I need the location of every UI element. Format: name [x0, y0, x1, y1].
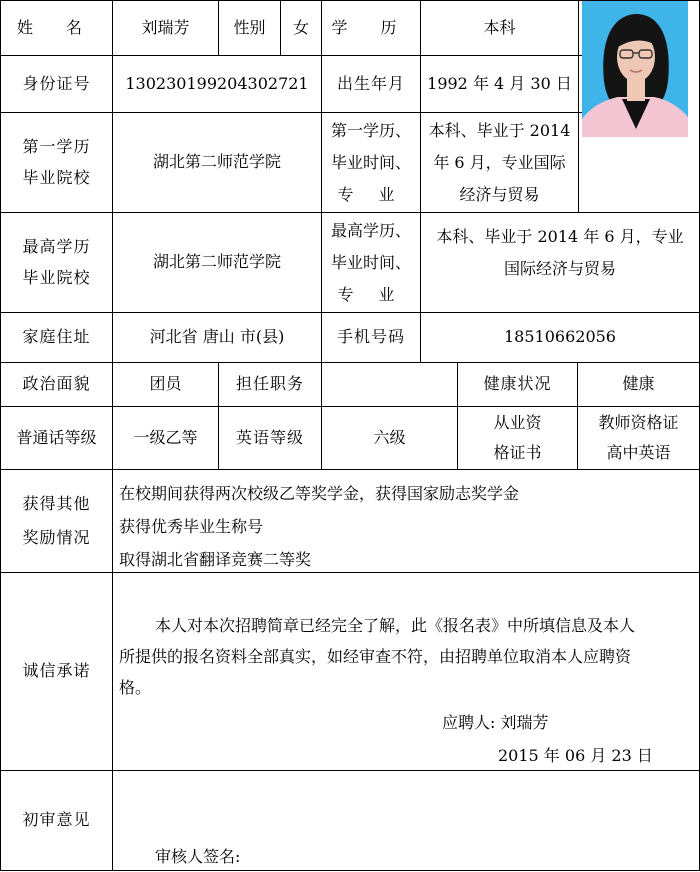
grid-line: [578, 0, 579, 212]
other-awards-label: [1, 470, 112, 572]
other-awards-label-line: 奖励情况: [22, 528, 91, 547]
highest-degree-school-label-line: 毕业院校: [22, 267, 91, 287]
highest-degree-info-value-line: 国际经济与贸易: [503, 259, 616, 278]
first-degree-info-value-line: 本科、毕业于 2014: [428, 120, 571, 140]
english-level-label: 英语等级: [235, 427, 304, 447]
name-value: 刘瑞芳: [141, 17, 190, 37]
position-label: 担任职务: [235, 374, 304, 394]
pledge-line: 本人对本次招聘简章已经完全了解，此《报名表》中所填信息及本人: [155, 616, 636, 635]
first-degree-info-value-line: 经济与贸易: [459, 184, 540, 204]
health-label: 健康状况: [483, 374, 552, 394]
id-number-value: 130230199204302721: [125, 73, 309, 93]
home-address-label: 家庭住址: [22, 327, 91, 347]
qualification-cert-value: [578, 407, 699, 469]
gender-label: 性别: [233, 17, 266, 37]
birth-date-label: 出生年月: [336, 73, 405, 93]
first-degree-info-value: [421, 113, 578, 212]
first-degree-school-label-line: 第一学历: [22, 137, 91, 157]
integrity-pledge-label: 诚信承诺: [22, 661, 91, 681]
phone-label: 手机号码: [336, 327, 405, 347]
applicant-signature: 应聘人: 刘瑞芳: [442, 713, 549, 732]
first-degree-info-label-line: 专 业: [337, 184, 405, 204]
pledge-line: 所提供的报名资料全部真实，如经审查不符，由招聘单位取消本人应聘资: [119, 647, 632, 666]
highest-degree-school-label: [1, 213, 112, 312]
pledge-date: 2015 年 06 月 23 日: [498, 746, 653, 765]
english-level-value: 六级: [373, 427, 406, 447]
pledge-line: 格。: [119, 678, 152, 697]
mandarin-level-label: 普通话等级: [16, 427, 97, 447]
award-item: 获得优秀毕业生称号: [119, 517, 264, 536]
awards-list: [119, 477, 689, 576]
home-address-value: 河北省 唐山 市(县): [149, 327, 285, 347]
highest-degree-info-label-line: 专 业: [337, 284, 405, 304]
qualification-cert-label: [458, 407, 577, 469]
highest-degree-info-value-line: 本科、毕业于 2014 年 6 月，专业: [436, 227, 684, 246]
name-label: 姓 名: [16, 17, 97, 37]
qualification-cert-value-line: 高中英语: [606, 443, 671, 462]
education-label: 学 历: [331, 17, 411, 37]
first-degree-info-label-line: 第一学历、: [330, 120, 411, 140]
portrait-image: [582, 1, 688, 137]
gender-value: 女: [292, 17, 309, 37]
award-item: 在校期间获得两次校级乙等奖学金，获得国家励志奖学金: [119, 484, 520, 503]
qualification-cert-label-line: 格证书: [493, 443, 542, 462]
health-value: 健康: [622, 374, 655, 394]
first-degree-info-label: [322, 113, 420, 212]
phone-value: 18510662056: [504, 327, 616, 347]
other-awards-label-line: 获得其他: [22, 494, 91, 513]
first-degree-info-value-line: 年 6 月，专业国际: [433, 152, 566, 172]
award-item: 取得湖北省翻译竞赛二等奖: [119, 550, 312, 569]
first-degree-school-value: 湖北第二师范学院: [152, 152, 281, 172]
initial-review-label: 初审意见: [22, 810, 91, 830]
integrity-pledge-text: [119, 610, 694, 703]
first-degree-school-label-line: 毕业院校: [22, 167, 91, 187]
highest-degree-info-label-line: 最高学历、: [330, 220, 411, 240]
education-value: 本科: [483, 17, 516, 37]
qualification-cert-value-line: 教师资格证: [598, 413, 679, 432]
highest-degree-school-value: 湖北第二师范学院: [152, 252, 281, 272]
highest-degree-info-label-line: 毕业时间、: [330, 252, 411, 272]
first-degree-school-label: [1, 113, 112, 212]
first-degree-info-label-line: 毕业时间、: [330, 152, 411, 172]
reviewer-signature-label: 审核人签名:: [155, 847, 241, 866]
mandarin-level-value: 一级乙等: [133, 427, 198, 447]
applicant-photo: [582, 1, 688, 137]
qualification-cert-label-line: 从业资: [493, 413, 542, 432]
birth-date-value: 1992 年 4 月 30 日: [427, 73, 572, 93]
id-number-label: 身份证号: [22, 73, 91, 93]
highest-degree-info-label: [322, 213, 420, 312]
highest-degree-school-label-line: 最高学历: [22, 237, 91, 257]
political-status-value: 团员: [149, 374, 182, 394]
political-status-label: 政治面貌: [22, 374, 91, 394]
highest-degree-info-value: [421, 213, 699, 293]
position-value: [322, 363, 457, 406]
